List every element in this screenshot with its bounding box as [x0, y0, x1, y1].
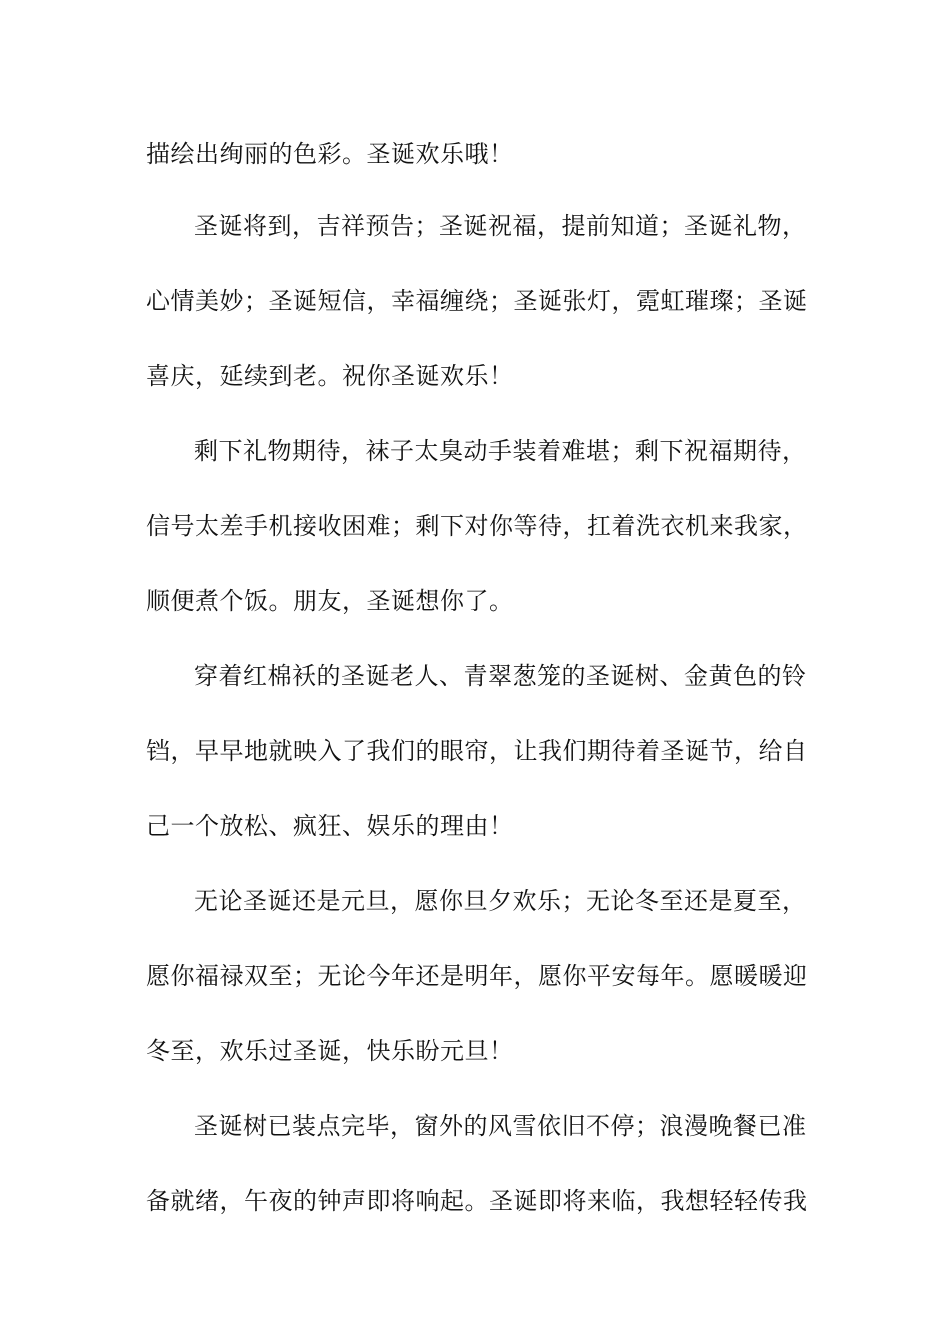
text-line: 冬至，欢乐过圣诞，快乐盼元旦！ — [146, 1037, 514, 1065]
text-line: 愿你福禄双至；无论今年还是明年，愿你平安每年。愿暖暖迎 — [146, 962, 808, 990]
paragraph-first-line: 穿着红棉袄的圣诞老人、青翠葱笼的圣诞树、金黄色的铃 — [194, 662, 807, 690]
text-line: 喜庆，延续到老。祝你圣诞欢乐！ — [146, 362, 514, 390]
text-line: 信号太差手机接收困难；剩下对你等待，扛着洗衣机来我家， — [146, 512, 808, 540]
text-line: 顺便煮个饭。朋友，圣诞想你了。 — [146, 587, 514, 615]
text-line: 己一个放松、疯狂、娱乐的理由！ — [146, 812, 514, 840]
text-line: 备就绪，午夜的钟声即将响起。圣诞即将来临，我想轻轻传我 — [146, 1187, 808, 1215]
paragraph-first-line: 剩下礼物期待，袜子太臭动手装着难堪；剩下祝福期待， — [194, 437, 807, 465]
text-line: 描绘出绚丽的色彩。圣诞欢乐哦！ — [146, 140, 514, 168]
text-line: 铛，早早地就映入了我们的眼帘，让我们期待着圣诞节，给自 — [146, 737, 808, 765]
paragraph-first-line: 无论圣诞还是元旦，愿你旦夕欢乐；无论冬至还是夏至， — [194, 887, 807, 915]
text-line: 心情美妙；圣诞短信，幸福缠绕；圣诞张灯，霓虹璀璨；圣诞 — [146, 287, 808, 315]
paragraph-first-line: 圣诞树已装点完毕，窗外的风雪依旧不停；浪漫晚餐已准 — [194, 1112, 807, 1140]
paragraph-first-line: 圣诞将到，吉祥预告；圣诞祝福，提前知道；圣诞礼物， — [194, 212, 807, 240]
